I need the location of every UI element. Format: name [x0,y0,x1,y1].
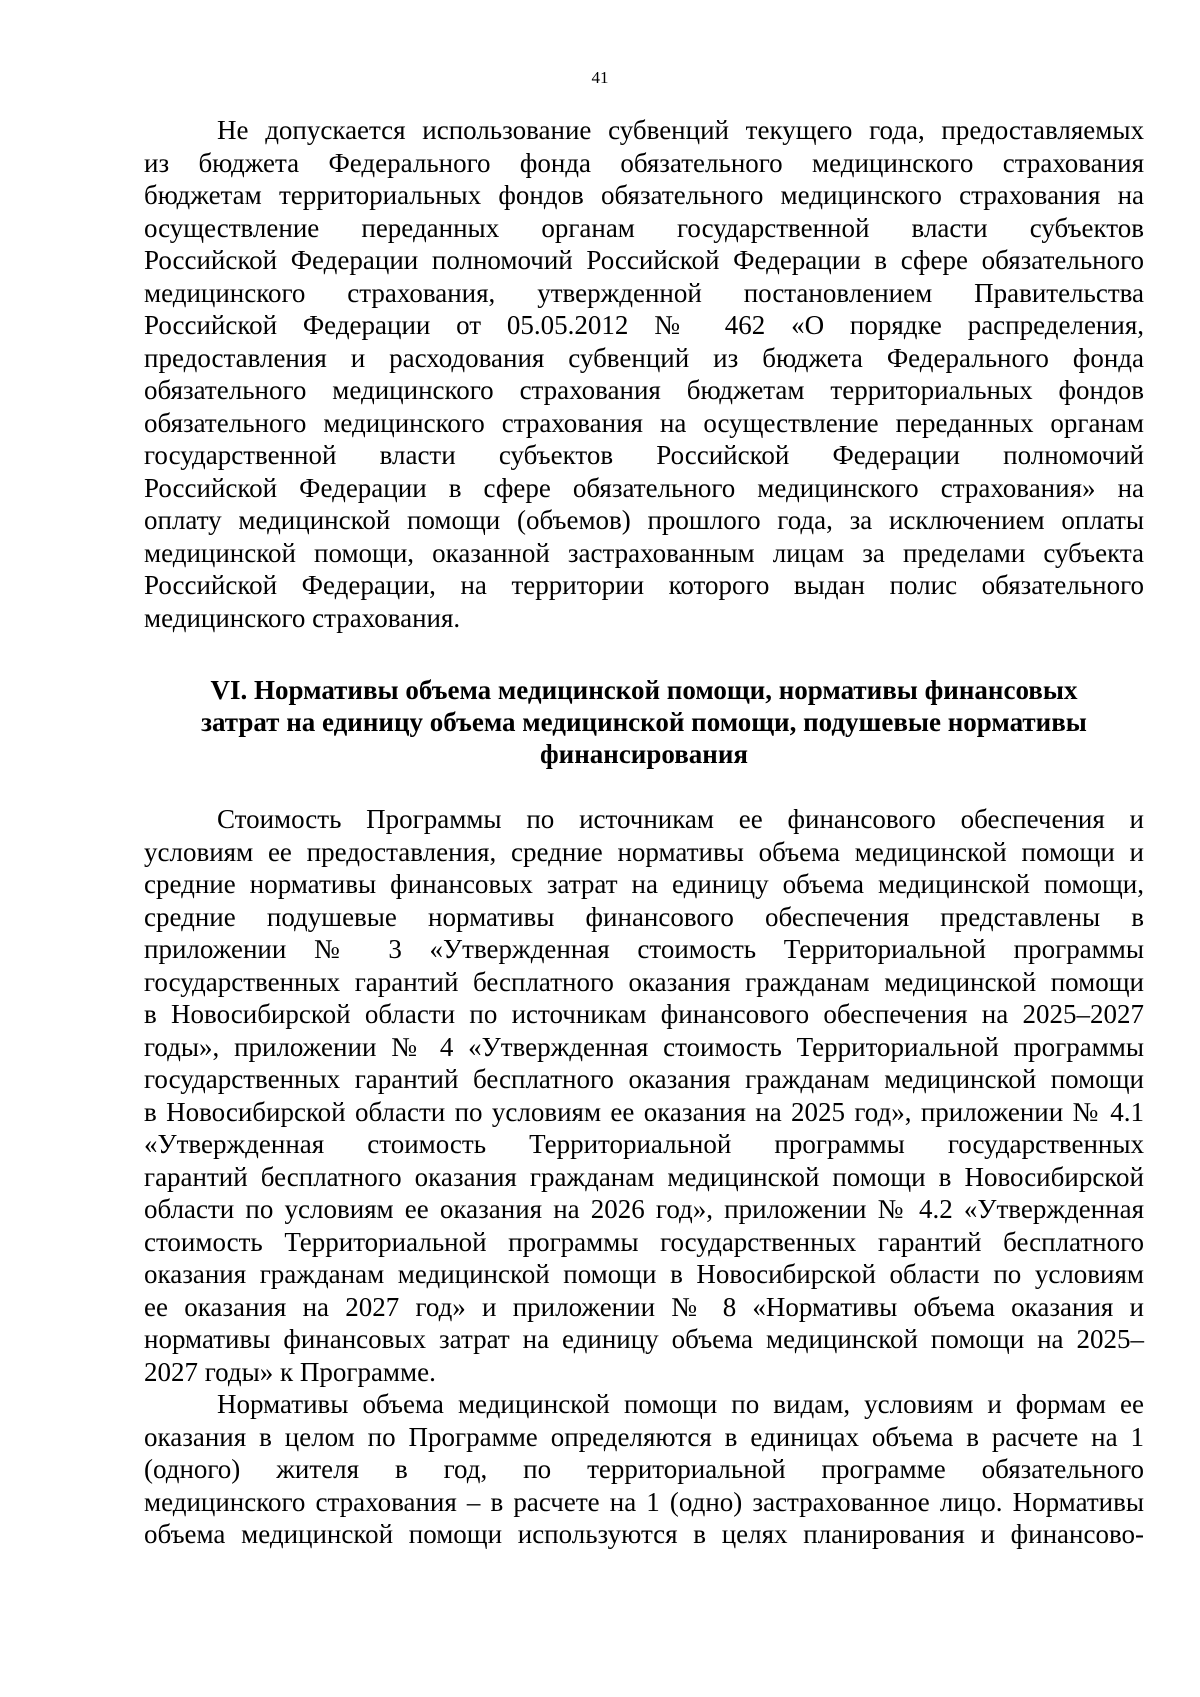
paragraph-line: приложении № 3 «Утвержденная стоимость Территориальной программы [144,934,1144,964]
paragraph-line: медицинского страхования, утвержденной постановлением Правительства [144,277,1144,308]
paragraph-line: условиям ее предоставления, средние нормативы объема медицинской помощи и [144,836,1144,867]
paragraph-line: Российской Федерации полномочий Российской Федерации в сфере обязательного [144,245,1144,275]
paragraph-line: нормативы финансовых затрат на единицу объема медицинской помощи на 2025– [144,1324,1144,1354]
paragraph-subventions [144,114,1144,634]
paragraph-line: государственных гарантий бесплатного оказания гражданам медицинской помощи [144,966,1144,997]
paragraph-line: средние нормативы финансовых затрат на единицу объема медицинской помощи, [144,869,1144,899]
paragraph-line: государственной власти субъектов Российской Федерации полномочий [144,440,1144,470]
paragraph-program-cost [144,803,1144,1388]
paragraph-line: Российской Федерации от 05.05.2012 № 462 «О порядке распределения, [144,310,1144,340]
paragraph-line: в Новосибирской области по условиям ее оказания на 2025 год», приложении № 4.1 [144,1096,1144,1127]
heading-line: финансирования [539,739,749,769]
paragraph-line: оказания в целом по Программе определяются в единицах объема в расчете на 1 [144,1421,1144,1452]
paragraph-line: из бюджета Федерального фонда обязательного медицинского страхования [144,147,1144,178]
section-heading [144,674,1144,770]
paragraph-line: бюджетам территориальных фондов обязательного медицинского страхования на [144,180,1144,210]
paragraph-line: медицинского страхования – в расчете на 1 (одно) застрахованное лицо. Нормативы [144,1486,1144,1517]
paragraph-line: стоимость Территориальной программы государственных гарантий бесплатного [144,1226,1144,1257]
paragraph-line: годы», приложении № 4 «Утвержденная стоимость Территориальной программы [144,1031,1144,1062]
paragraph-line: медицинской помощи, оказанной застрахованным лицам за пределами субъекта [144,537,1144,568]
paragraph-line: объема медицинской помощи используются в целях планирования и финансово- [144,1519,1144,1549]
paragraph-line: Российской Федерации в сфере обязательного медицинского страхования» на [144,472,1144,503]
paragraph-line: ее оказания на 2027 год» и приложении № 8 «Нормативы объема оказания и [144,1291,1144,1322]
paragraph-line: оплату медицинской помощи (объемов) прошлого года, за исключением оплаты [144,505,1144,535]
page-number: 41 [591,68,609,87]
paragraph-line: государственных гарантий бесплатного оказания гражданам медицинской помощи [144,1064,1144,1094]
heading-line: VI. Нормативы объема медицинской помощи, нормативы финансовых [210,675,1078,705]
heading-line: затрат на единицу объема медицинской помощи, подушевые нормативы [201,707,1087,737]
paragraph-line: 2027 годы» к Программе. [144,1356,436,1387]
paragraph-line: в Новосибирской области по источникам финансового обеспечения на 2025–2027 [144,999,1144,1029]
paragraph-line: Стоимость Программы по источникам ее финансового обеспечения и [217,804,1144,834]
paragraph-line: (одного) жителя в год, по территориальной программе обязательного [144,1454,1144,1484]
paragraph-line: оказания гражданам медицинской помощи в Новосибирской области по условиям [144,1259,1144,1289]
paragraph-line: «Утвержденная стоимость Территориальной программы государственных [144,1129,1144,1159]
paragraph-line: области по условиям ее оказания на 2026 год», приложении № 4.2 «Утвержденная [144,1194,1144,1224]
paragraph-line: предоставления и расходования субвенций из бюджета Федерального фонда [144,342,1144,373]
paragraph-line: обязательного медицинского страхования на осуществление переданных органам [144,407,1144,438]
paragraph-volume-norms [144,1388,1144,1551]
paragraph-line: Не допускается использование субвенций текущего года, предоставляемых [217,115,1144,145]
paragraph-line: осуществление переданных органам государственной власти субъектов [144,212,1144,243]
paragraph-line: гарантий бесплатного оказания гражданам медицинской помощи в Новосибирской [144,1161,1144,1192]
paragraph-line: Российской Федерации, на территории которого выдан полис обязательного [144,570,1144,600]
paragraph-line: средние подушевые нормативы финансового обеспечения представлены в [144,901,1144,932]
paragraph-line: обязательного медицинского страхования бюджетам территориальных фондов [144,375,1144,405]
paragraph-line: Нормативы объема медицинской помощи по видам, условиям и формам ее [217,1389,1144,1419]
paragraph-line: медицинского страхования. [144,602,461,633]
